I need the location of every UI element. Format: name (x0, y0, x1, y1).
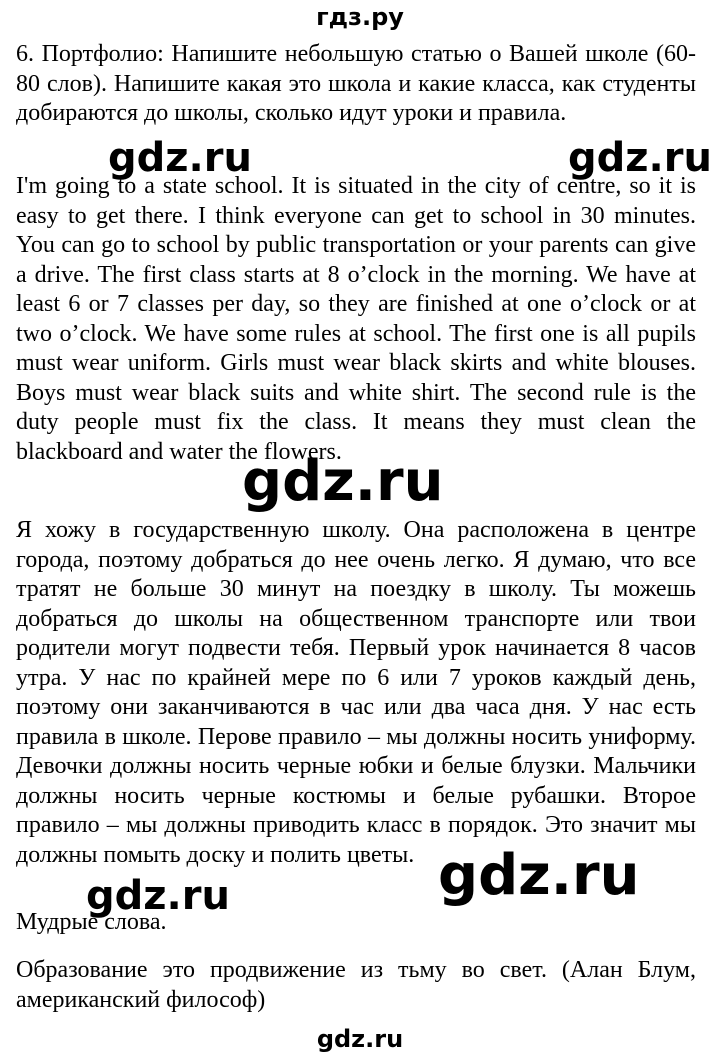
russian-translation-text: Я хожу в государственную школу. Она расположена в центре города, поэтому добраться до нее очень легко. Я думаю, что все тратят не больше 30 минут на поездку в школу. Ты можешь добраться до школы на общественном транспорте или твои родители могут подвести тебя. Первый урок начинается 8 часов утра. У нас по крайней мере по 6 или 7 уроков каждый день, поэтому они заканчиваются в час или два часа дня. У нас есть правила в школе. Перове правило – мы должны носить униформу. Девочки должны носить черные юбки и белые блузки. Мальчики должны носить черные костюмы и белые рубашки. Второе правило – мы должны приводить класс в порядок. Это значит мы должны помыть доску и полить цветы. (16, 517, 696, 868)
watermark: gdz.ru (86, 873, 230, 919)
english-answer-text: I'm going to a state school. It is situated in the city of centre, so it is easy to get there. I think everyone can get to school in 30 minutes. You can go to school by public transportation or your parents can give a drive. The first class starts at 8 o’clock in the morning. We have at least 6 or 7 classes per day, so they are finished at one o’clock or at two o’clock. We have some rules at school. The first one is all pupils must wear uniform. Girls must wear black skirts and white blouses. Boys must wear black suits and white shirt. The second rule is the duty people must fix the class. It means they must clean the blackboard and water the flowers. (16, 173, 696, 465)
watermark: gdz.ru (108, 135, 252, 181)
wise-words-heading: Мудрые слова. (16, 909, 167, 935)
watermark: gdz.ru (242, 449, 444, 514)
watermark: gdz.ru (568, 135, 712, 181)
task-text: 6. Портфолио: Напишите небольшую статью о Вашей школе (60-80 слов). Напишите какая это школа и какие класса, как студенты добираются до школы, сколько идут уроки и правила. (16, 41, 696, 126)
quote-text: Образование это продвижение из тьму во свет. (Алан Блум, американский философ) (16, 957, 696, 1013)
site-header-title: гдз.ру (316, 3, 404, 31)
site-footer-name: gdz.ru (316, 1025, 404, 1053)
watermark: gdz.ru (438, 843, 640, 908)
